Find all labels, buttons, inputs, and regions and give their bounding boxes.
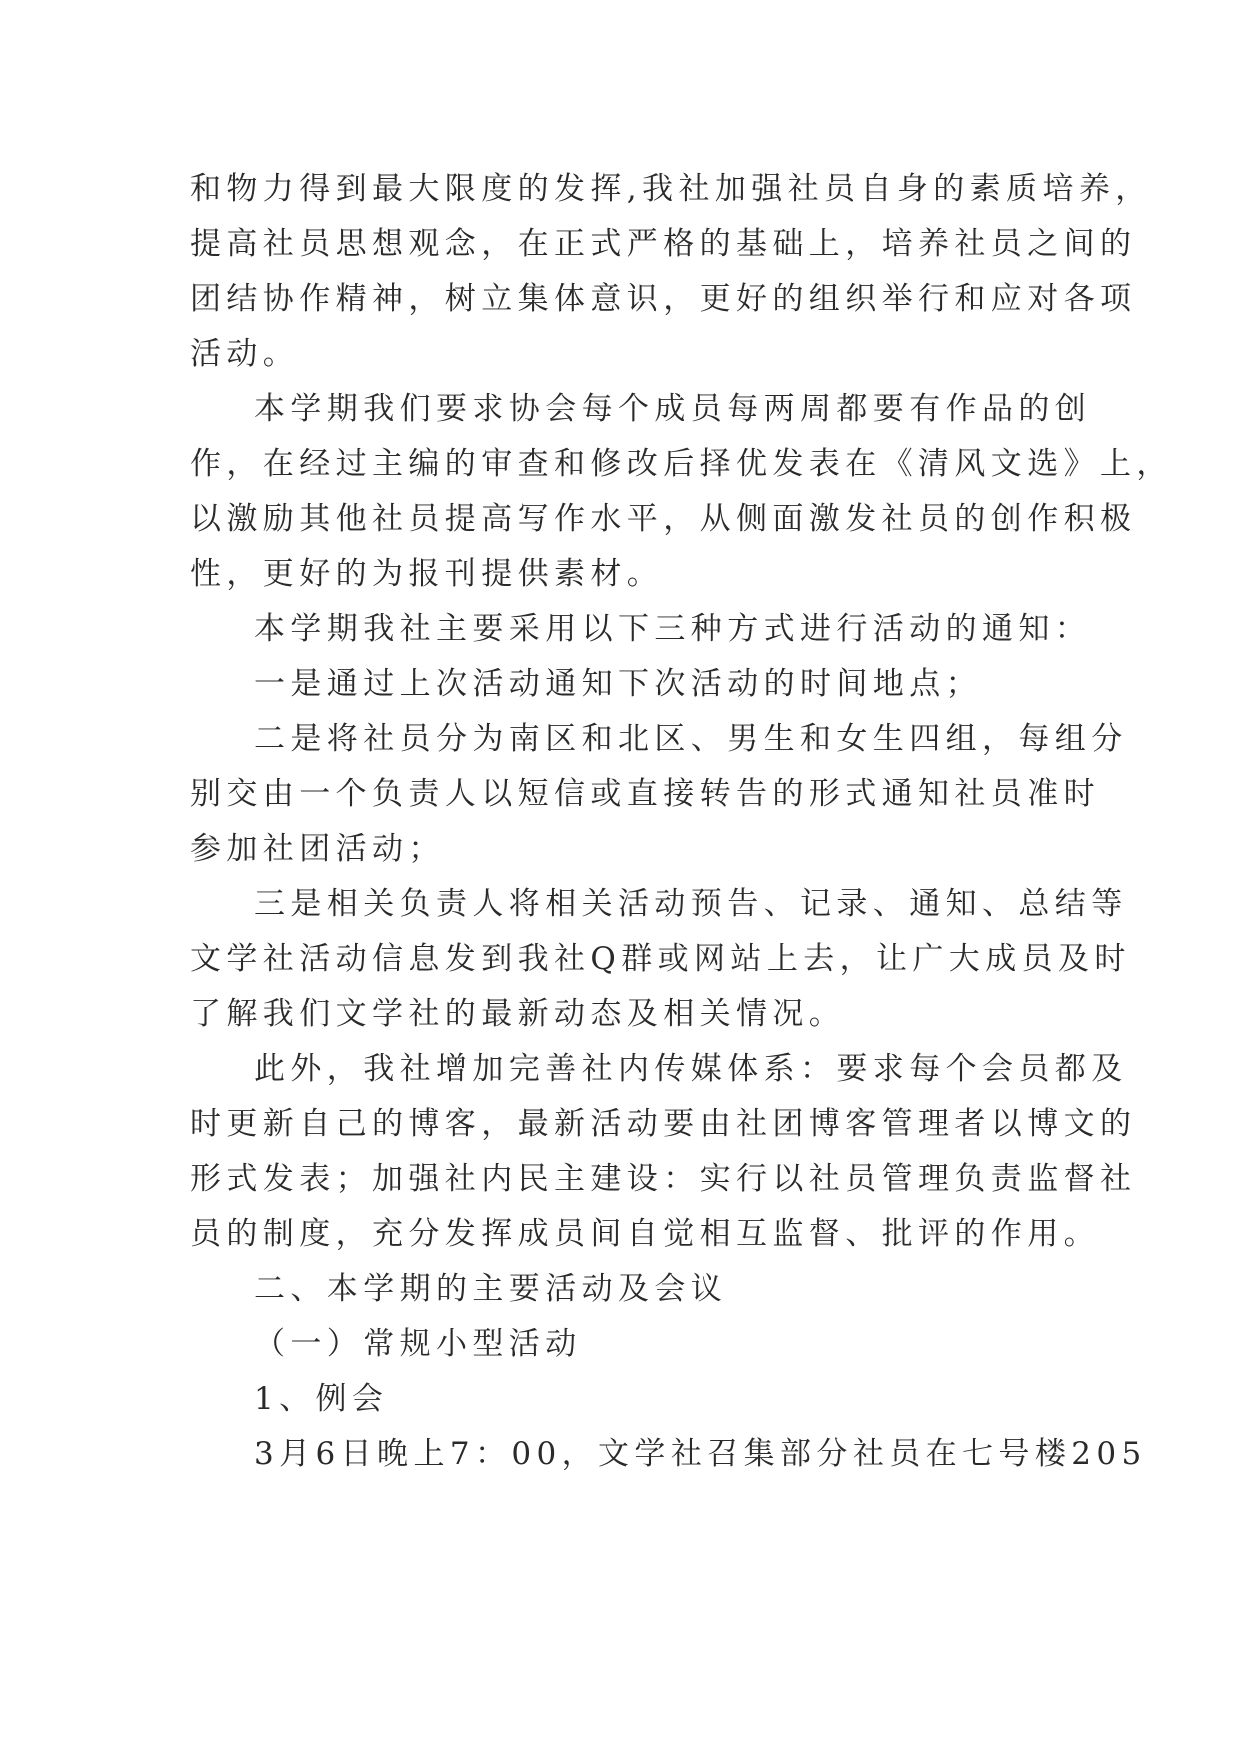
- text-line: 别交由一个负责人以短信或直接转告的形式通知社员准时: [190, 776, 1100, 812]
- text-line: 三是相关负责人将相关活动预告、记录、通知、总结等: [254, 886, 1128, 922]
- text-line: 活动。: [190, 336, 300, 372]
- text-line: 员的制度，充分发挥成员间自觉相互监督、批评的作用。: [190, 1216, 1100, 1252]
- text-line: 此外，我社增加完善社内传媒体系：要求每个会员都及: [254, 1051, 1128, 1087]
- text-line: 参加社团活动；: [190, 831, 445, 867]
- text-line: 时更新自己的博客，最新活动要由社团博客管理者以博文的: [190, 1106, 1137, 1142]
- text-line: 二、本学期的主要活动及会议: [254, 1271, 728, 1307]
- text-line: 以激励其他社员提高写作水平，从侧面激发社员的创作积极: [190, 501, 1137, 537]
- text-line: 团结协作精神，树立集体意识，更好的组织举行和应对各项: [190, 281, 1137, 317]
- text-line: 1、例会: [254, 1381, 389, 1417]
- text-line: 3月6日晚上7：00，文学社召集部分社员在七号楼205: [254, 1436, 1147, 1472]
- text-line: 本学期我们要求协会每个成员每两周都要有作品的创: [254, 391, 1092, 427]
- text-line: （一）常规小型活动: [254, 1326, 582, 1362]
- text-line: 一是通过上次活动通知下次活动的时间地点；: [254, 666, 982, 702]
- text-line: 二是将社员分为南区和北区、男生和女生四组，每组分: [254, 721, 1128, 757]
- text-line: 文学社活动信息发到我社Q群或网站上去，让广大成员及时: [190, 941, 1131, 977]
- text-line: 和物力得到最大限度的发挥,我社加强社员自身的素质培养，: [190, 171, 1152, 207]
- text-line: 本学期我社主要采用以下三种方式进行活动的通知：: [254, 611, 1092, 647]
- text-line: 形式发表；加强社内民主建设：实行以社员管理负责监督社: [190, 1161, 1137, 1197]
- text-line: 作，在经过主编的审查和修改后择优发表在《清风文选》上，: [190, 446, 1173, 482]
- text-line: 提高社员思想观念，在正式严格的基础上，培养社员之间的: [190, 226, 1137, 262]
- document-body: [190, 162, 1173, 1482]
- text-line: 了解我们文学社的最新动态及相关情况。: [190, 996, 846, 1032]
- text-line: 性，更好的为报刊提供素材。: [190, 556, 664, 592]
